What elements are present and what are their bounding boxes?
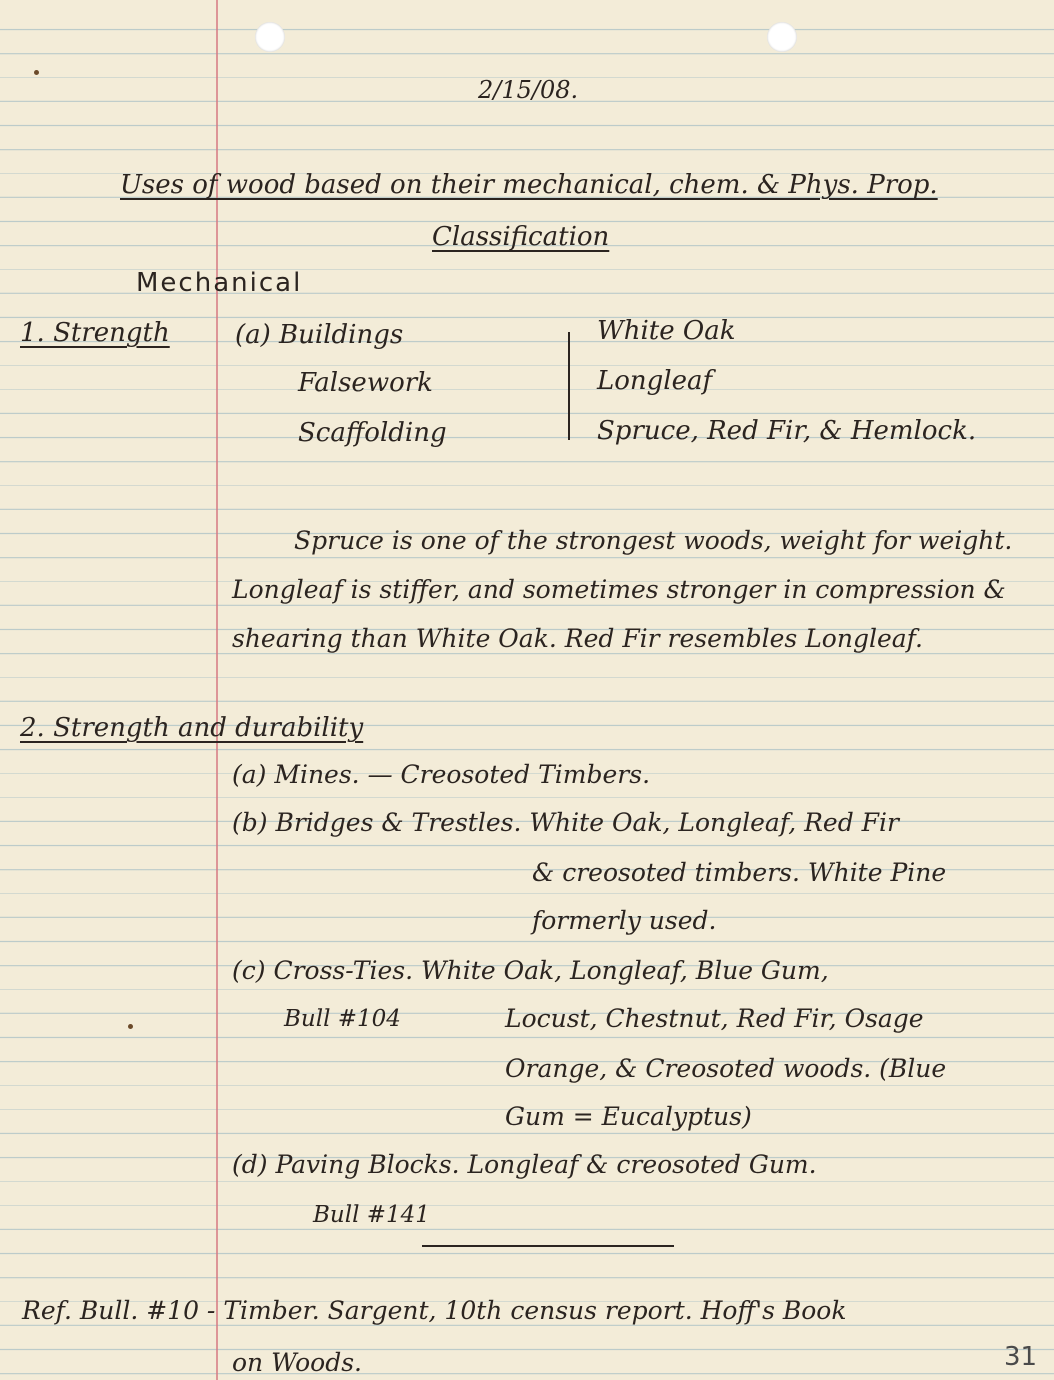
page-subtitle: Classification	[432, 222, 610, 252]
item2-cross-ties: (c) Cross-Ties. White Oak, Longleaf, Blue Gum,	[232, 956, 829, 985]
item2-bridges: (b) Bridges & Trestles. White Oak, Longleaf, Red Fir	[232, 808, 899, 837]
page-title: Uses of wood based on their mechanical, chem. & Phys. Prop.	[120, 170, 938, 200]
ink-speck	[128, 1024, 133, 1029]
reference-line-2: on Woods.	[232, 1348, 362, 1377]
section-heading: Mechanical	[136, 268, 303, 298]
item1-wood-longleaf: Longleaf	[597, 366, 713, 396]
page-number: 31	[1004, 1342, 1038, 1372]
item1-use-falsework: Falsework	[298, 368, 433, 398]
item2-cross-ties-cont1: Locust, Chestnut, Red Fir, Osage	[505, 1004, 924, 1033]
item1-wood-spruce: Spruce, Red Fir, & Hemlock.	[597, 416, 977, 446]
item2-paving-blocks-bulletin: Bull #141	[313, 1202, 430, 1228]
date-header: 2/15/08.	[478, 76, 579, 104]
item2-bridges-cont1: & creosoted timbers. White Pine	[532, 858, 947, 887]
red-margin-line	[216, 0, 218, 1380]
item2-heading: 2. Strength and durability	[20, 713, 364, 743]
item2-cross-ties-cont2: Orange, & Creosoted woods. (Blue	[505, 1054, 947, 1083]
divider-rule	[422, 1245, 674, 1247]
item2-bridges-cont2: formerly used.	[532, 906, 717, 935]
bracket-line	[568, 332, 570, 440]
reference-line-1: Ref. Bull. #10 - Timber. Sargent, 10th census report. Hoff's Book	[22, 1296, 847, 1325]
item1-use-buildings: (a) Buildings	[235, 320, 404, 350]
item2-cross-ties-cont3: Gum = Eucalyptus)	[505, 1102, 752, 1131]
item1-heading: 1. Strength	[20, 318, 170, 348]
item1-wood-white-oak: White Oak	[597, 316, 736, 346]
punch-hole-right	[767, 22, 797, 52]
ink-speck	[34, 70, 39, 75]
item1-paragraph: Spruce is one of the strongest woods, weight for weight. Longleaf is stiffer, and sometimes stronger in compression & shearing than White Oak. Red Fir resembles Longleaf.	[232, 526, 1013, 653]
item2-paving-blocks: (d) Paving Blocks. Longleaf & creosoted Gum.	[232, 1150, 817, 1179]
punch-hole-left	[255, 22, 285, 52]
item2-cross-ties-bulletin: Bull #104	[284, 1006, 401, 1032]
item1-use-scaffolding: Scaffolding	[298, 418, 447, 448]
item2-mines: (a) Mines. — Creosoted Timbers.	[232, 760, 651, 789]
